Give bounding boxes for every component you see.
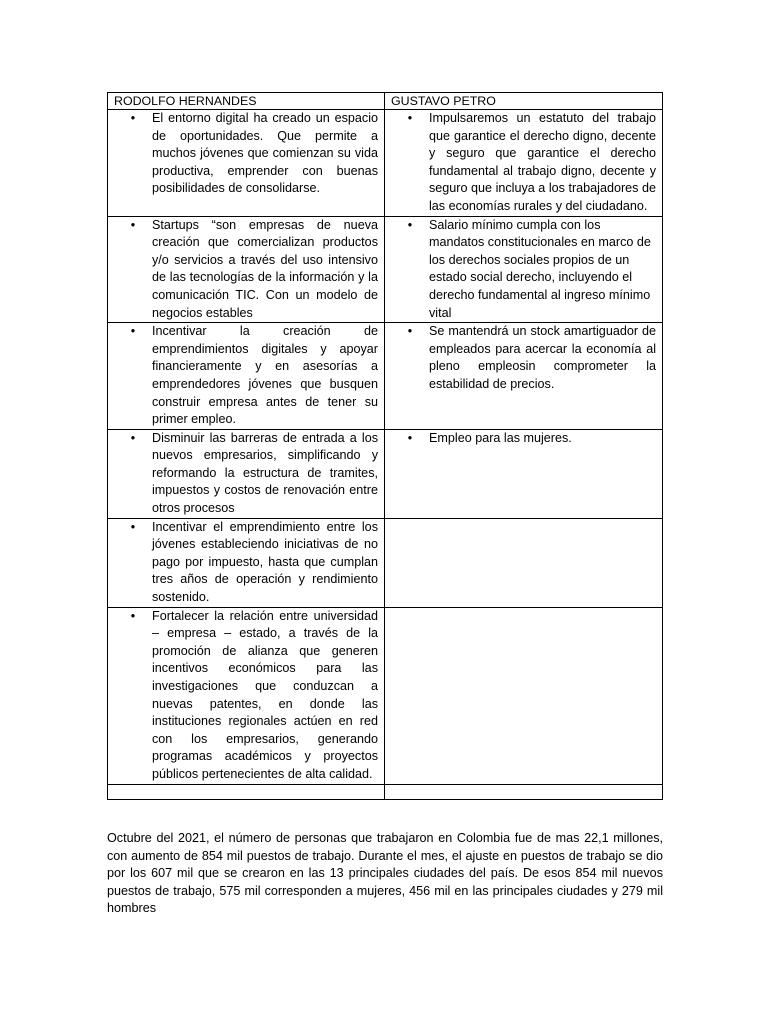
table-header-row: [108, 93, 663, 110]
cell-right-empty: [385, 607, 663, 784]
bullet-icon: •: [130, 324, 136, 339]
table-row: [108, 216, 663, 323]
proposal-text: Se mantendrá un stock amartiguador de empleados para acercar la economía al pleno empleosin comprometer la estabilidad de precios.: [429, 324, 656, 391]
bullet-icon: •: [407, 324, 413, 339]
proposal-text: Startups “son empresas de nueva creación que comercializan productos y/o servicios a través del uso intensivo de las tecnologías de la información y la comunicación TIC. Con un modelo de negocios estables: [152, 217, 378, 320]
list-item: [391, 323, 656, 393]
list-item: [114, 608, 378, 784]
comparison-table: [107, 92, 663, 800]
cell-right: [385, 110, 663, 217]
bullet-icon: •: [130, 111, 136, 125]
list-item: [114, 323, 378, 429]
proposal-text: Impulsaremos un estatuto del trabajo que garantice el derecho digno, decente y seguro que garantice el derecho fundamental al trabajo digno, decente y seguro que incluya a los trabajadores de las economías rurales y del ciudadano.: [429, 111, 656, 213]
cell-left: [108, 518, 385, 607]
table-row: [108, 429, 663, 518]
table-row-empty: [108, 784, 663, 799]
bullet-icon: •: [130, 608, 136, 623]
proposal-text: Incentivar la creación de emprendimientos digitales y apoyar financieramente y en asesorías a emprendedores jóvenes que busquen construir empresa antes de tener su primer empleo.: [152, 324, 378, 427]
table-row: [108, 110, 663, 217]
proposal-text: Incentivar el emprendimiento entre los jóvenes estableciendo iniciativas de no pago por impuesto, hasta que cumplan tres años de operación y rendimiento sostenido.: [152, 519, 378, 605]
cell-left: [108, 429, 385, 518]
cell-empty: [108, 784, 385, 799]
cell-right: [385, 429, 663, 518]
bullet-icon: •: [407, 217, 413, 232]
header-rodolfo-hernandes: RODOLFO HERNANDES: [108, 93, 385, 110]
list-item: [114, 217, 378, 323]
table-row: [108, 607, 663, 784]
list-item: [391, 217, 656, 323]
cell-empty: [385, 784, 663, 799]
cell-right: [385, 323, 663, 430]
employment-paragraph: Octubre del 2021, el número de personas que trabajaron en Colombia fue de mas 22,1 millones, con aumento de 854 mil puestos de trabajo. Durante el mes, el ajuste en puestos de trabajo se dio por los 607 mil que se crearon en las 13 principales ciudades del país. De esos 854 mil nuevos puestos de trabajo, 575 mil corresponden a mujeres, 456 mil en las principales ciudades y 279 mil hombres: [107, 831, 663, 916]
cell-left: [108, 216, 385, 323]
proposal-text: Empleo para las mujeres.: [429, 430, 572, 445]
bullet-icon: •: [130, 519, 136, 534]
list-item: [391, 110, 656, 216]
bullet-icon: •: [407, 430, 413, 445]
proposal-text: El entorno digital ha creado un espacio de oportunidades. Que permite a muchos jóvenes que comienzan su vida productiva, emprender con buenas posibilidades de consolidarse.: [152, 111, 378, 196]
cell-right-empty: [385, 518, 663, 607]
list-item: [114, 519, 378, 607]
proposal-text: Disminuir las barreras de entrada a los nuevos empresarios, simplificando y reformando la estructura de tramites, impuestos y costos de renovación entre otros procesos: [152, 430, 378, 516]
proposal-text: Fortalecer la relación entre universidad – empresa – estado, a través de la promoción de alianza que generen incentivos económicos para las investigaciones que conduzcan a nuevas patentes, en donde las instituciones regionales actúen en red con los empresarios, generando programas académicos y proyectos públicos pertenecientes de alta calidad.: [152, 608, 378, 781]
cell-left: [108, 110, 385, 217]
table-row: [108, 323, 663, 430]
cell-left: [108, 607, 385, 784]
list-item: [391, 430, 656, 448]
header-gustavo-petro: GUSTAVO PETRO: [385, 93, 663, 110]
table-row: [108, 518, 663, 607]
proposal-text: Salario mínimo cumpla con los mandatos constitucionales en marco de los derechos sociales propios de un estado social derecho, incluyendo el derecho fundamental al ingreso mínimo vital: [429, 217, 651, 320]
bullet-icon: •: [130, 217, 136, 232]
list-item: [114, 430, 378, 518]
list-item: [114, 110, 378, 198]
bullet-icon: •: [130, 430, 136, 445]
bullet-icon: •: [407, 111, 413, 125]
cell-right: [385, 216, 663, 323]
cell-left: [108, 323, 385, 430]
